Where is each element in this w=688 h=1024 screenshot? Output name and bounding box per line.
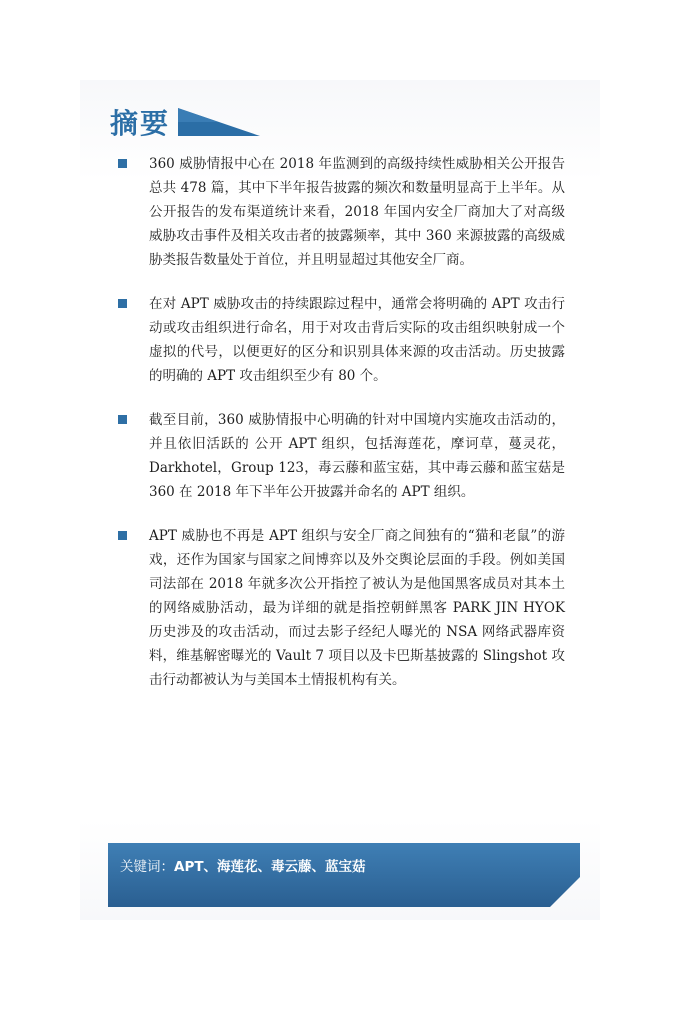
list-item	[118, 292, 568, 388]
list-item-text: APT 威胁也不再是 APT 组织与安全厂商之间独有的“猫和老鼠”的游戏，还作为国家与国家之间博弈以及外交舆论层面的手段。例如美国司法部在 2018 年就多次公开指控了被认为是他国黑客成员对其本土的网络威胁活动，最为详细的就是指控朝鲜黑客 PARK JIN HYOK 历史涉及的攻击活动，而过去影子经纪人曝光的 NSA 网络武器库资料，维基解密曝光的 Vault 7 项目以及卡巴斯基披露的 Slingshot 攻击行动都被认为与美国本土情报机构有关。	[149, 528, 565, 688]
list-item-text: 在对 APT 威胁攻击的持续跟踪过程中，通常会将明确的 APT 攻击行动或攻击组织进行命名，用于对攻击背后实际的攻击组织映射成一个虚拟的代号，以便更好的区分和识别具体来源的攻击活动。历史披露的明确的 APT 攻击组织至少有 80 个。	[149, 296, 565, 384]
keywords-values: APT、海莲花、毒云藤、蓝宝菇	[174, 859, 366, 875]
section-title: 摘要	[110, 107, 171, 140]
keywords-banner	[108, 843, 580, 907]
list-item	[118, 524, 568, 692]
keywords-line	[120, 855, 366, 875]
list-item-text: 截至目前，360 威胁情报中心明确的针对中国境内实施攻击活动的，并且依旧活跃的 公开 APT 组织，包括海莲花，摩诃草，蔓灵花，Darkhotel，Group 123，毒云藤和蓝宝菇，其中毒云藤和蓝宝菇是 360 在 2018 年下半年公开披露并命名的 APT 组织。	[149, 412, 565, 500]
section-heading	[110, 102, 260, 142]
bullet-square-icon	[118, 159, 127, 168]
bullet-square-icon	[118, 531, 127, 540]
list-item	[118, 408, 568, 504]
bullet-square-icon	[118, 415, 127, 424]
title-wedge-decoration	[178, 108, 260, 136]
bullet-square-icon	[118, 299, 127, 308]
keywords-label: 关键词：	[120, 859, 174, 875]
abstract-list	[118, 152, 568, 712]
list-item	[118, 152, 568, 272]
list-item-text: 360 威胁情报中心在 2018 年监测到的高级持续性威胁相关公开报告总共 478 篇，其中下半年报告披露的频次和数量明显高于上半年。从公开报告的发布渠道统计来看，2018 年国内安全厂商加大了对高级威胁攻击事件及相关攻击者的披露频率，其中 360 来源披露的高级威胁类报告数量处于首位，并且明显超过其他安全厂商。	[149, 156, 565, 268]
